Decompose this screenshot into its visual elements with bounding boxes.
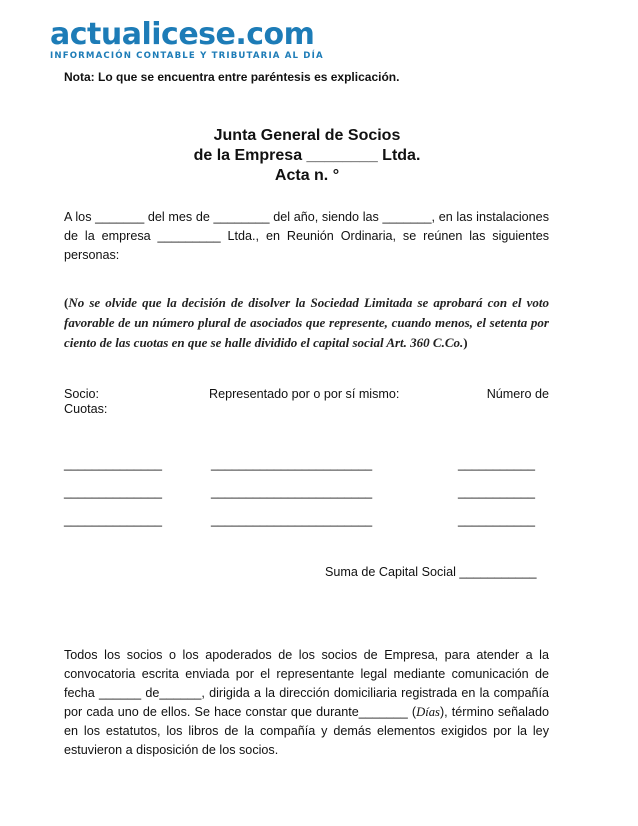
intro-paragraph: A los _______ del mes de ________ del año, siendo las _______, en las instalaciones de la empresa _________ Ltda., en Reunión Ordinaria, se reúnen las siguientes personas: — [64, 210, 549, 262]
closing-paragraph — [64, 646, 549, 760]
heading-line-3: Acta n. ° — [274, 167, 340, 184]
heading-line-2: de la Empresa ________ Ltda. — [193, 147, 421, 164]
capital-total: Suma de Capital Social ___________ — [325, 565, 537, 579]
column-header-socio: Socio: — [64, 387, 100, 401]
blank-socio: ______________ — [64, 513, 163, 527]
closing-text-1: Todos los socios o los apoderados de los socios de Empresa, para atender a la convocatoria escrita enviada por el representante legal mediante comunicación de fecha ______ de______, dirigida a la dirección domiciliaria registrada en la compañía por cada uno de ellos. Se hace constar que durante_______ ( — [64, 648, 549, 719]
column-header-cuotas: Cuotas: — [64, 402, 108, 416]
blank-representado: _______________________ — [211, 457, 373, 471]
logo-title: actualicese.com — [50, 17, 315, 52]
blank-cuotas: ___________ — [458, 457, 536, 471]
site-logo — [50, 18, 324, 62]
blank-cuotas: ___________ — [458, 485, 536, 499]
closing-text-2: ), término señalado en los estatutos, los libros de la compañía y demás elementos exigidos por la ley estuvieron a disposición de los socios. — [64, 705, 549, 757]
document-heading — [64, 126, 550, 186]
column-header-numero: Número de — [486, 387, 549, 401]
blank-representado: _______________________ — [211, 513, 373, 527]
table-row — [0, 485, 638, 499]
blank-socio: ______________ — [64, 457, 163, 471]
note-close-paren: ) — [463, 335, 468, 350]
table-row — [0, 457, 638, 471]
blank-socio: ______________ — [64, 485, 163, 499]
column-header-representado: Representado por o por sí mismo: — [209, 387, 400, 401]
explanation-note: Nota: Lo que se encuentra entre paréntesis es explicación. — [64, 70, 400, 84]
dias-text: Días — [416, 705, 440, 719]
blank-representado: _______________________ — [211, 485, 373, 499]
legal-note — [64, 293, 549, 353]
blank-cuotas: ___________ — [458, 513, 536, 527]
logo-tagline: INFORMACIÓN CONTABLE Y TRIBUTARIA AL DÍA — [50, 51, 324, 61]
table-row — [0, 513, 638, 527]
note-text: No se olvide que la decisión de disolver la Sociedad Limitada se aprobará con el voto favorable de un número plural de asociados que represente, cuando menos, el setenta por ciento de las cuotas en que se halle dividido el capital social Art. 360 C.Co. — [64, 295, 549, 350]
note-open-paren: ( — [64, 295, 69, 310]
heading-line-1: Junta General de Socios — [213, 127, 401, 144]
